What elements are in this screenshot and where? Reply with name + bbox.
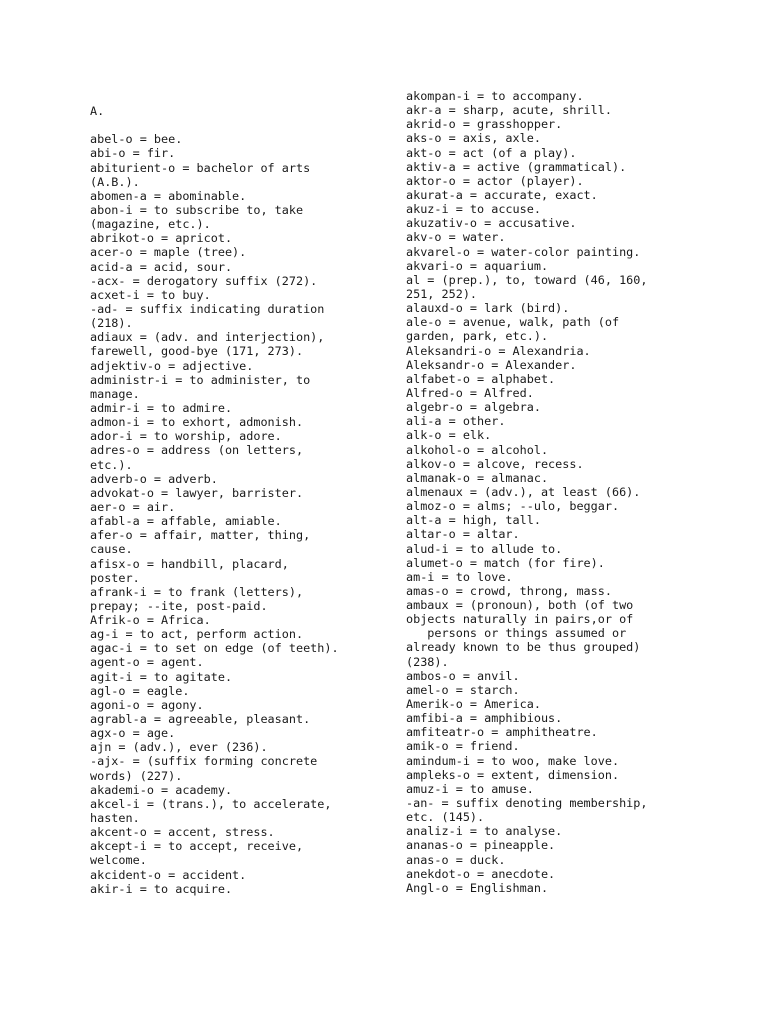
dictionary-entry-line: agac-i = to set on edge (of teeth). — [90, 641, 339, 656]
dictionary-entry-line: akuzativ-o = accusative. — [406, 216, 577, 231]
dictionary-entry-line: alk-o = elk. — [406, 428, 492, 443]
dictionary-entry-line: agent-o = agent. — [90, 655, 204, 670]
dictionary-entry-line: akcent-o = accent, stress. — [90, 825, 275, 840]
dictionary-entry-line: (magazine, etc.). — [90, 217, 211, 232]
dictionary-entry-line: algebr-o = algebra. — [406, 400, 541, 415]
dictionary-entry-line: afrank-i = to frank (letters), — [90, 584, 304, 599]
dictionary-entry-line: amfiteatr-o = amphitheatre. — [406, 725, 598, 740]
dictionary-entry-line: (218). — [90, 316, 133, 331]
dictionary-entry-line: Amerik-o = America. — [406, 697, 541, 712]
dictionary-entry-line: hasten. — [90, 811, 140, 826]
dictionary-entry-line: akompan-i = to accompany. — [406, 89, 584, 103]
dictionary-entry-line: afer-o = affair, matter, thing, — [90, 528, 311, 543]
dictionary-entry-line: acer-o = maple (tree). — [90, 245, 247, 260]
dictionary-entry-line: almoz-o = alms; --ulo, beggar. — [406, 499, 620, 514]
dictionary-entry-line: advokat-o = lawyer, barrister. — [90, 485, 304, 500]
dictionary-entry-line: abel-o = bee. — [90, 132, 183, 147]
dictionary-entry-line: etc.). — [90, 457, 133, 472]
dictionary-entry-line: alud-i = to allude to. — [406, 541, 563, 556]
dictionary-entry-line: objects naturally in pairs,or of — [406, 612, 634, 627]
dictionary-entry-line: alkov-o = alcove, recess. — [406, 456, 584, 471]
dictionary-entry-line: -ad- = suffix indicating duration — [90, 301, 325, 316]
dictionary-entry-line: amuz-i = to amuse. — [406, 781, 534, 796]
dictionary-entry-line: amel-o = starch. — [406, 682, 520, 697]
dictionary-entry-line: acid-a = acid, sour. — [90, 259, 233, 274]
dictionary-entry-line: analiz-i = to analyse. — [406, 824, 563, 839]
dictionary-entry-line: akr-a = sharp, acute, shrill. — [406, 103, 612, 118]
left-column — [90, 104, 339, 896]
dictionary-entry-line: cause. — [90, 542, 133, 557]
dictionary-entry-line: akcident-o = accident. — [90, 867, 247, 882]
dictionary-entry-line: amindum-i = to woo, make love. — [406, 753, 620, 768]
dictionary-entry-line: akt-o = act (of a play). — [406, 145, 577, 160]
dictionary-entry-line: anas-o = duck. — [406, 852, 506, 867]
dictionary-entry-line: aer-o = air. — [90, 499, 176, 514]
dictionary-entry-line: agit-i = to agitate. — [90, 669, 233, 684]
dictionary-entry-line: Angl-o = Englishman. — [406, 880, 549, 895]
dictionary-entry-line: acxet-i = to buy. — [90, 287, 211, 302]
dictionary-entry-line: abi-o = fir. — [90, 146, 176, 161]
dictionary-entry-line: amfibi-a = amphibious. — [406, 711, 563, 726]
dictionary-entry-line: administr-i = to administer, to — [90, 372, 311, 387]
dictionary-entry-line: garden, park, etc.). — [406, 329, 549, 344]
dictionary-entry-line: adjektiv-o = adjective. — [90, 358, 254, 373]
dictionary-entry-line: ag-i = to act, perform action. — [90, 627, 304, 642]
dictionary-entry-line: agrabl-a = agreeable, pleasant. — [90, 712, 311, 727]
dictionary-entry-line: already known to be thus grouped) — [406, 640, 641, 655]
dictionary-entry-line: al = (prep.), to, toward (46, 160, — [406, 272, 648, 287]
dictionary-entry-line: abon-i = to subscribe to, take — [90, 202, 304, 217]
dictionary-entry-line: abiturient-o = bachelor of arts — [90, 160, 311, 175]
dictionary-entry-line: ananas-o = pineapple. — [406, 838, 556, 853]
dictionary-entry-line: etc. (145). — [406, 810, 485, 825]
dictionary-entry-line: Aleksandr-o = Alexander. — [406, 357, 577, 372]
dictionary-entry-line: -an- = suffix denoting membership, — [406, 796, 648, 811]
dictionary-entry-line: afabl-a = affable, amiable. — [90, 514, 282, 529]
dictionary-entry-line: akrid-o = grasshopper. — [406, 117, 563, 132]
dictionary-entry-line: ambos-o = anvil. — [406, 668, 520, 683]
dictionary-entry-line: alfabet-o = alphabet. — [406, 371, 556, 386]
dictionary-entry-line: amik-o = friend. — [406, 739, 520, 754]
dictionary-entry-line: Afrik-o = Africa. — [90, 613, 211, 628]
dictionary-entry-line: aks-o = axis, axle. — [406, 131, 541, 146]
dictionary-entry-line: manage. — [90, 386, 140, 401]
dictionary-entry-line: farewell, good-bye (171, 273). — [90, 344, 304, 359]
dictionary-entry-line: (238). — [406, 654, 449, 669]
dictionary-entry-line: adiaux = (adv. and interjection), — [90, 330, 325, 345]
dictionary-entry-line: poster. — [90, 570, 140, 585]
dictionary-entry-line: prepay; --ite, post-paid. — [90, 598, 268, 613]
dictionary-entry-line: agoni-o = agony. — [90, 697, 204, 712]
dictionary-entry-line: ampleks-o = extent, dimension. — [406, 767, 620, 782]
dictionary-entry-line: am-i = to love. — [406, 569, 513, 584]
dictionary-entry-line: akurat-a = accurate, exact. — [406, 187, 598, 202]
dictionary-entry-line: alkohol-o = alcohol. — [406, 442, 549, 457]
dictionary-entry-line: akademi-o = academy. — [90, 782, 233, 797]
dictionary-entry-line: abrikot-o = apricot. — [90, 231, 233, 246]
dictionary-entry-line: adres-o = address (on letters, — [90, 443, 304, 458]
dictionary-entry-line: -ajx- = (suffix forming concrete — [90, 754, 318, 769]
dictionary-entry-line: admon-i = to exhort, admonish. — [90, 415, 304, 430]
dictionary-entry-line: agl-o = eagle. — [90, 683, 190, 698]
dictionary-entry-line: abomen-a = abominable. — [90, 188, 247, 203]
dictionary-entry-line: afisx-o = handbill, placard, — [90, 556, 289, 571]
dictionary-entry-line: words) (227). — [90, 768, 183, 783]
dictionary-entry-line: akcept-i = to accept, receive, — [90, 839, 304, 854]
dictionary-entry-line: akuz-i = to accuse. — [406, 202, 541, 217]
dictionary-entry-line: agx-o = age. — [90, 726, 176, 741]
dictionary-entry-line: 251, 252). — [406, 286, 478, 301]
dictionary-entry-line: ale-o = avenue, walk, path (of — [406, 315, 620, 330]
dictionary-entry-line: welcome. — [90, 853, 147, 868]
dictionary-entry-line: alauxd-o = lark (bird). — [406, 301, 570, 316]
dictionary-entry-line: ambaux = (pronoun), both (of two — [406, 598, 634, 613]
dictionary-entry-line: aktor-o = actor (player). — [406, 173, 584, 188]
dictionary-entry-line: Aleksandri-o = Alexandria. — [406, 343, 591, 358]
dictionary-entry-line: akv-o = water. — [406, 230, 506, 245]
dictionary-entry-line: akcel-i = (trans.), to accelerate, — [90, 796, 332, 811]
dictionary-entry-line: almanak-o = almanac. — [406, 470, 549, 485]
dictionary-entry-line: Alfred-o = Alfred. — [406, 385, 534, 400]
dictionary-entry-line: (A.B.). — [90, 174, 140, 189]
dictionary-entry-line — [90, 118, 339, 132]
dictionary-entry-line: admir-i = to admire. — [90, 400, 233, 415]
right-column — [406, 89, 647, 895]
dictionary-entry-line: alt-a = high, tall. — [406, 513, 541, 528]
dictionary-entry-line: altar-o = altar. — [406, 527, 520, 542]
dictionary-entry-line: almenaux = (adv.), at least (66). — [406, 484, 641, 499]
dictionary-entry-line: ali-a = other. — [406, 414, 506, 429]
dictionary-entry-line: akvari-o = aquarium. — [406, 258, 549, 273]
dictionary-entry-line: persons or things assumed or — [406, 626, 627, 641]
dictionary-entry-line: akir-i = to acquire. — [90, 881, 233, 896]
dictionary-entry-line: A. — [90, 104, 105, 118]
dictionary-entry-line: aktiv-a = active (grammatical). — [406, 159, 627, 174]
dictionary-entry-line: akvarel-o = water-color painting. — [406, 244, 641, 259]
dictionary-entry-line: ajn = (adv.), ever (236). — [90, 740, 268, 755]
dictionary-entry-line: adverb-o = adverb. — [90, 471, 218, 486]
dictionary-entry-line: -acx- = derogatory suffix (272). — [90, 273, 318, 288]
dictionary-entry-line: alumet-o = match (for fire). — [406, 555, 605, 570]
dictionary-entry-line: anekdot-o = anecdote. — [406, 866, 556, 881]
dictionary-entry-line: ador-i = to worship, adore. — [90, 429, 282, 444]
dictionary-entry-line: amas-o = crowd, throng, mass. — [406, 583, 612, 598]
